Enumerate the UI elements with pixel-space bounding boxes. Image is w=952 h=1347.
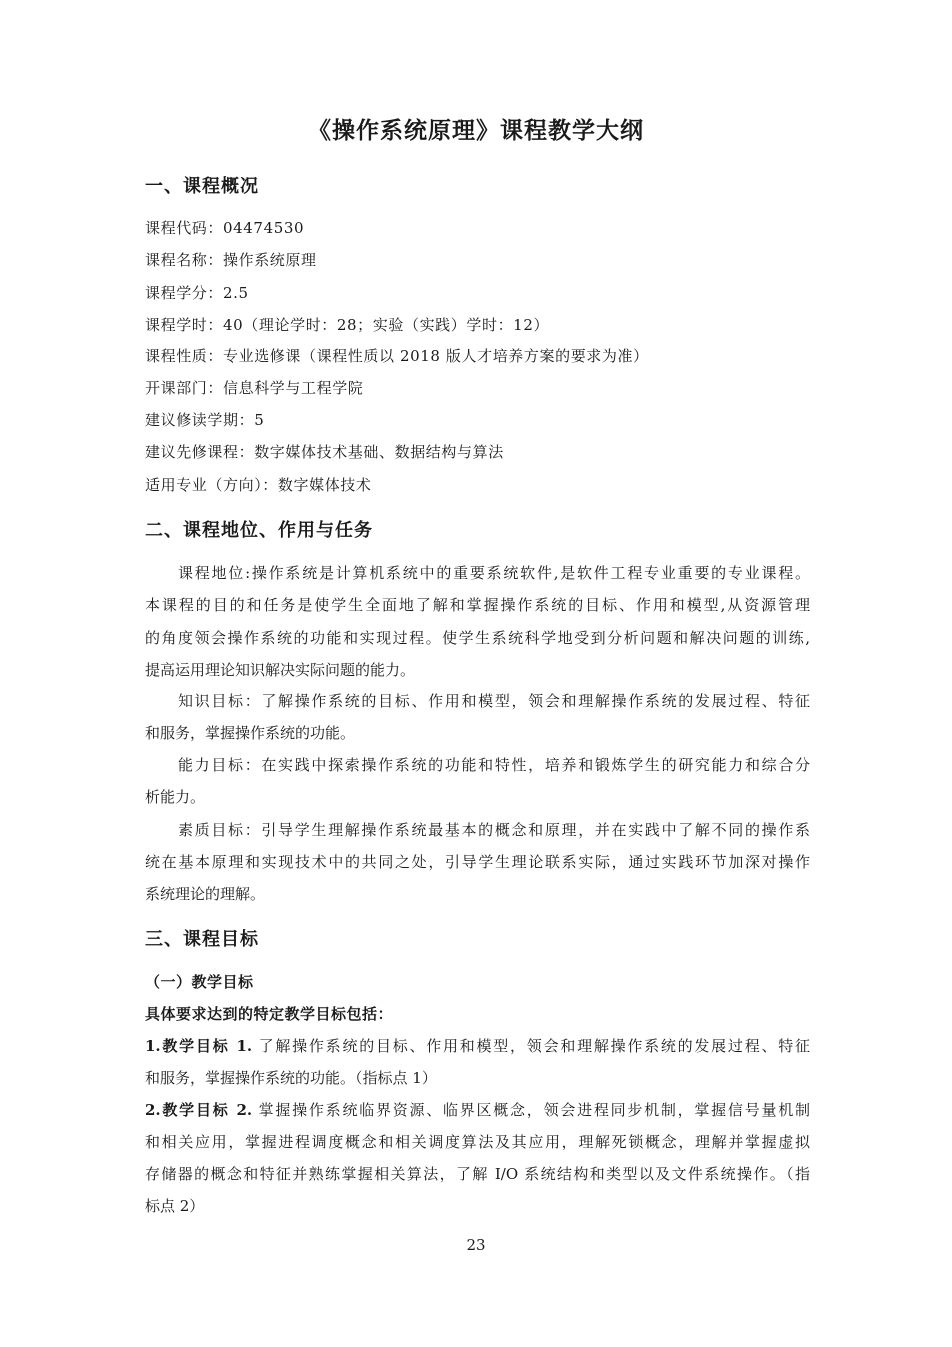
goal-2-line: 存储器的概念和特征并熟练掌握相关算法，了解 I/O 系统结构和类型以及文件系统操作。（指 bbox=[145, 1165, 810, 1183]
paragraph-line: 本课程的目的和任务是使学生全面地了解和掌握操作系统的目标、作用和模型,从资源管理 bbox=[145, 596, 810, 614]
paragraph-line: 统在基本原理和实现技术中的共同之处，引导学生理论联系实际，通过实践环节加深对操作 bbox=[145, 853, 810, 871]
goal-1-text: 了解操作系统的目标、作用和模型，领会和理解操作系统的发展过程、特征 bbox=[258, 1037, 810, 1055]
goal-2-line: 和相关应用，掌握进程调度概念和相关调度算法及其应用，理解死锁概念，理解并掌握虚拟 bbox=[145, 1133, 810, 1151]
course-hours: 课程学时：40（理论学时：28；实验（实践）学时：12） bbox=[145, 316, 550, 334]
paragraph-line: 素质目标：引导学生理解操作系统最基本的概念和原理，并在实践中了解不同的操作系 bbox=[178, 821, 810, 839]
course-name: 课程名称：操作系统原理 bbox=[145, 251, 317, 269]
paragraph-line: 系统理论的理解。 bbox=[145, 885, 266, 903]
prerequisite-courses: 建议先修课程：数字媒体技术基础、数据结构与算法 bbox=[145, 443, 504, 461]
document-title: 《操作系统原理》课程教学大纲 bbox=[308, 117, 644, 144]
goal-2-line bbox=[145, 1099, 810, 1120]
goal-2-line: 标点 2） bbox=[145, 1197, 205, 1215]
goal-1-line bbox=[145, 1035, 810, 1056]
section-heading-overview: 一、课程概况 bbox=[145, 176, 259, 197]
goal-1-lead: 1.教学目标 1. bbox=[145, 1037, 253, 1055]
course-credits: 课程学分：2.5 bbox=[145, 284, 249, 302]
page-number: 23 bbox=[466, 1236, 486, 1254]
paragraph-line: 课程地位:操作系统是计算机系统中的重要系统软件,是软件工程专业重要的专业课程。 bbox=[178, 564, 810, 582]
paragraph-line: 提高运用理论知识解决实际问题的能力。 bbox=[145, 661, 416, 679]
paragraph-line: 能力目标：在实践中探索操作系统的功能和特性，培养和锻炼学生的研究能力和综合分 bbox=[178, 756, 810, 774]
goal-1-line: 和服务，掌握操作系统的功能。（指标点 1） bbox=[145, 1069, 437, 1087]
paragraph-line: 析能力。 bbox=[145, 788, 206, 806]
goal-2-text: 掌握操作系统临界资源、临界区概念，领会进程同步机制，掌握信号量机制 bbox=[258, 1101, 810, 1119]
goals-intro: 具体要求达到的特定教学目标包括： bbox=[145, 1005, 394, 1023]
applicable-major: 适用专业（方向）：数字媒体技术 bbox=[145, 476, 372, 494]
course-code: 课程代码：04474530 bbox=[145, 219, 305, 237]
goal-2-lead: 2.教学目标 2. bbox=[145, 1101, 253, 1119]
sub-heading-teaching-goals: （一）教学目标 bbox=[145, 973, 254, 991]
paragraph-line: 知识目标：了解操作系统的目标、作用和模型，领会和理解操作系统的发展过程、特征 bbox=[178, 692, 810, 710]
course-nature: 课程性质：专业选修课（课程性质以 2018 版人才培养方案的要求为准） bbox=[145, 347, 649, 365]
course-department: 开课部门：信息科学与工程学院 bbox=[145, 379, 364, 397]
paragraph-line: 和服务，掌握操作系统的功能。 bbox=[145, 724, 356, 742]
section-heading-role: 二、课程地位、作用与任务 bbox=[145, 520, 373, 541]
paragraph-line: 的角度领会操作系统的功能和实现过程。使学生系统科学地受到分析问题和解决问题的训练, bbox=[145, 629, 810, 647]
section-heading-goals: 三、课程目标 bbox=[145, 929, 259, 950]
suggested-semester: 建议修读学期：5 bbox=[145, 411, 265, 429]
